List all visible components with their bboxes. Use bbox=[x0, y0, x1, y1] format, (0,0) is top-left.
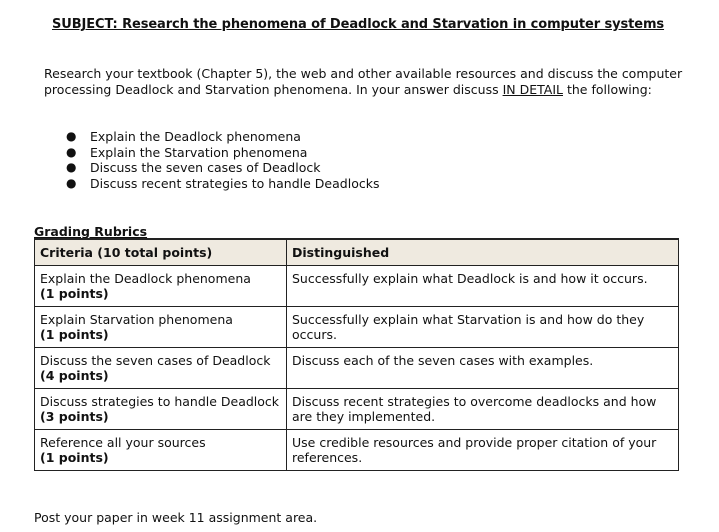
bullet-icon: ● bbox=[66, 129, 77, 143]
criteria-text: Discuss strategies to handle Deadlock bbox=[40, 393, 280, 409]
criteria-text: Reference all your sources bbox=[40, 434, 206, 450]
criteria-cell bbox=[35, 388, 287, 429]
distinguished-cell: Successfully explain what Deadlock is and how it occurs. bbox=[287, 265, 679, 306]
points-text: (4 points) bbox=[40, 368, 109, 383]
table-row bbox=[35, 265, 679, 306]
points-text: (1 points) bbox=[40, 286, 109, 301]
task-text: Explain the Starvation phenomena bbox=[90, 144, 308, 160]
table-row bbox=[35, 429, 679, 470]
task-item bbox=[66, 160, 379, 176]
points-text: (3 points) bbox=[40, 409, 109, 424]
rubric-title: Grading Rubrics bbox=[34, 224, 148, 239]
bullet-icon: ● bbox=[66, 144, 77, 159]
table-row bbox=[35, 347, 679, 388]
task-item bbox=[66, 145, 379, 161]
distinguished-cell: Discuss recent strategies to overcome deadlocks and how are they implemented. bbox=[287, 388, 679, 429]
intro-emphasis: IN DETAIL bbox=[502, 82, 563, 97]
distinguished-cell: Use credible resources and provide proper citation of your references. bbox=[287, 429, 679, 470]
distinguished-header: Distinguished bbox=[287, 239, 679, 265]
footer-note: Post your paper in week 11 assignment area. bbox=[34, 510, 318, 525]
bullet-icon: ● bbox=[66, 160, 77, 174]
criteria-text: Explain Starvation phenomena bbox=[40, 311, 233, 327]
points-text: (1 points) bbox=[40, 327, 109, 342]
criteria-text: Discuss the seven cases of Deadlock bbox=[40, 352, 271, 368]
task-text: Explain the Deadlock phenomena bbox=[90, 129, 301, 144]
criteria-cell bbox=[35, 265, 287, 306]
subject-heading: SUBJECT: Research the phenomena of Deadlock and Starvation in computer systems bbox=[52, 17, 665, 32]
distinguished-cell: Successfully explain what Starvation is and how do they occurs. bbox=[287, 306, 679, 347]
criteria-cell bbox=[35, 306, 287, 347]
points-text: (1 points) bbox=[40, 450, 109, 465]
criteria-cell bbox=[35, 347, 287, 388]
rubric-table bbox=[34, 238, 679, 471]
task-text: Discuss recent strategies to handle Deadlocks bbox=[90, 175, 380, 191]
table-header-row bbox=[35, 239, 679, 265]
task-item bbox=[66, 129, 379, 145]
distinguished-cell: Discuss each of the seven cases with examples. bbox=[287, 347, 679, 388]
criteria-text: Explain the Deadlock phenomena bbox=[40, 270, 251, 286]
criteria-cell bbox=[35, 429, 287, 470]
intro-text-after: the following: bbox=[562, 82, 652, 97]
criteria-header: Criteria (10 total points) bbox=[35, 239, 287, 265]
intro-text-before: Research your textbook (Chapter 5), the web and other available resources and discuss the computer processing Deadlock and Starvation phenomena. In your answer discuss bbox=[44, 66, 683, 97]
task-item bbox=[66, 176, 379, 192]
table-row bbox=[35, 388, 679, 429]
task-text: Discuss the seven cases of Deadlock bbox=[90, 160, 321, 175]
task-list bbox=[66, 129, 379, 191]
bullet-icon: ● bbox=[66, 175, 77, 190]
table-row bbox=[35, 306, 679, 347]
intro-paragraph bbox=[44, 66, 684, 98]
